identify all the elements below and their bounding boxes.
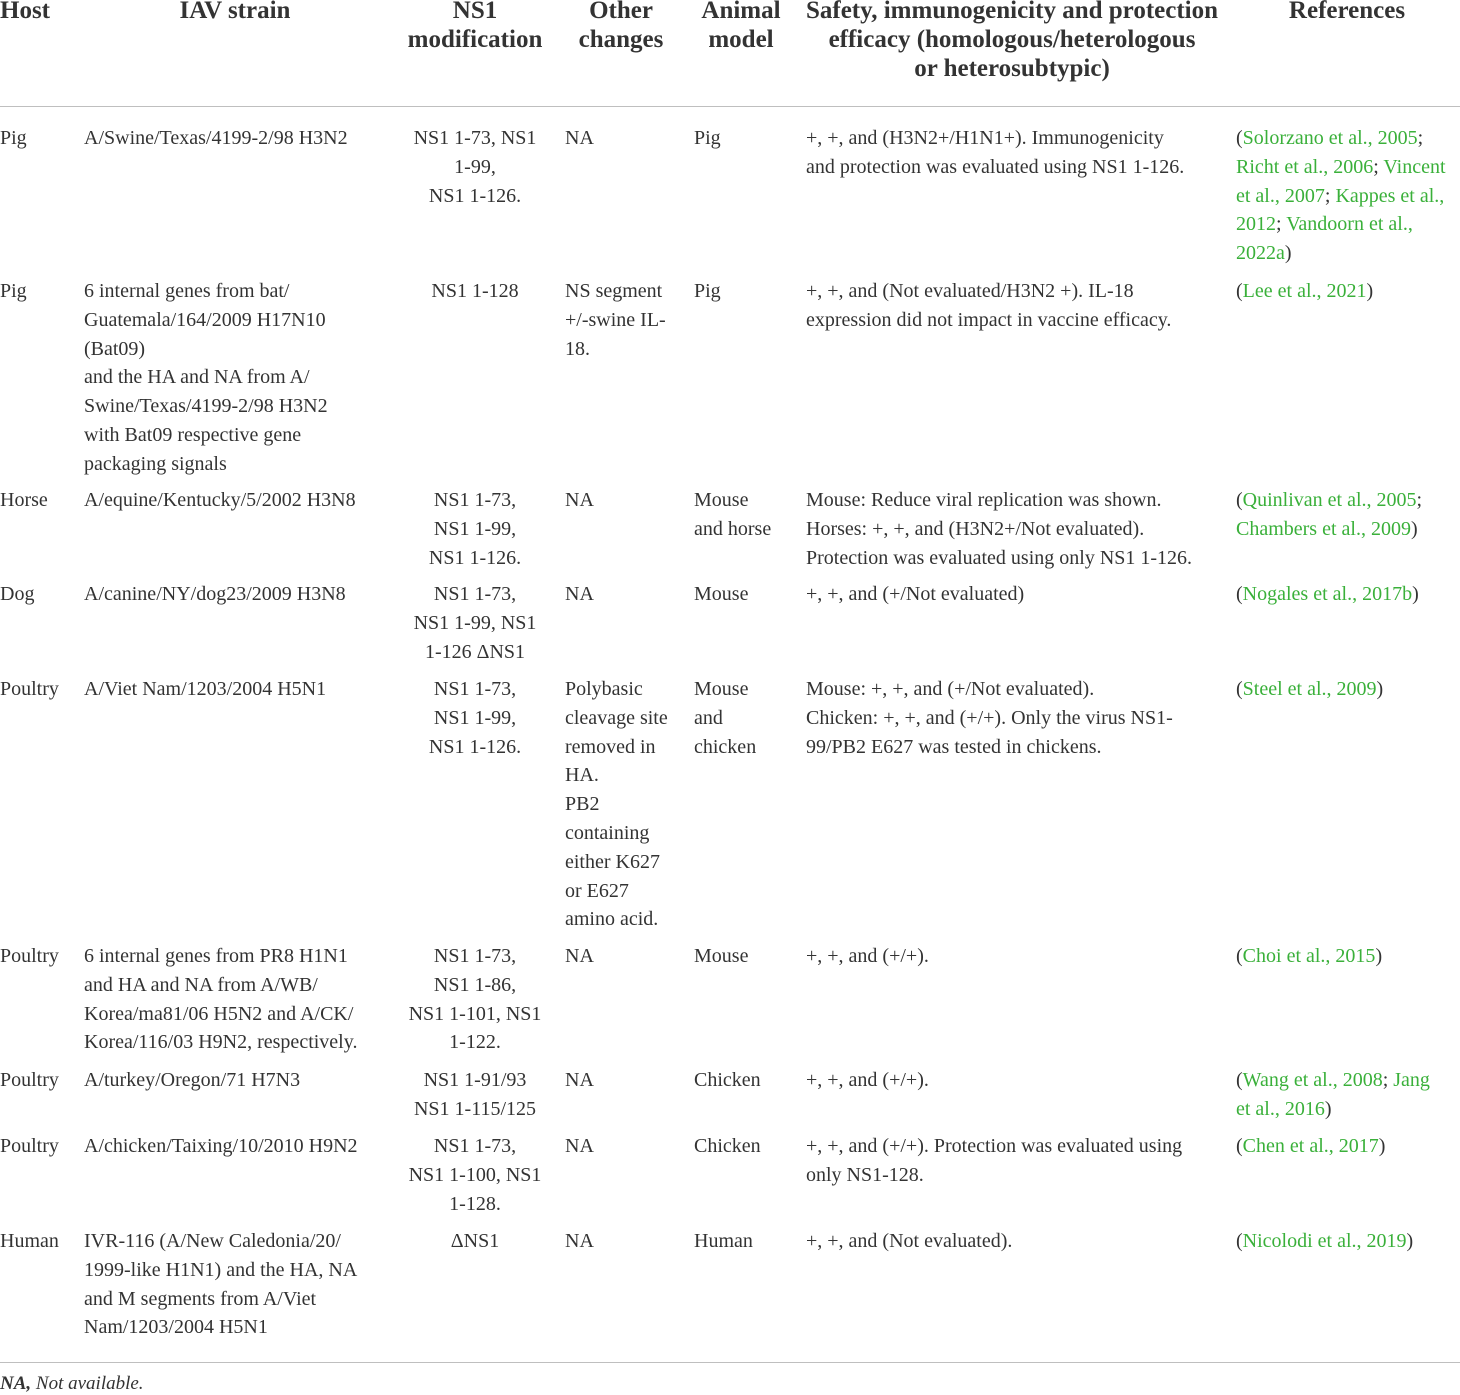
cell-safety: Mouse: +, +, and (+/Not evaluated). Chicken: +, +, and (+/+). Only the virus NS1- 99/PB2 E627 was tested in chickens. <box>806 678 1173 758</box>
reference-punctuation: ) <box>1378 1135 1386 1157</box>
reference-punctuation: ( <box>1236 280 1243 302</box>
cell-other: NS segment +/-swine IL- 18. <box>565 280 666 360</box>
cell-strain: A/equine/Kentucky/5/2002 H3N8 <box>84 489 356 511</box>
cell-strain: A/chicken/Taixing/10/2010 H9N2 <box>84 1135 358 1157</box>
reference-link[interactable]: Vandoorn et al., 2022a <box>1236 213 1413 265</box>
reference-punctuation: ; <box>1276 213 1287 236</box>
reference-link[interactable]: Kappes et al., 2012 <box>1236 184 1445 236</box>
cell-host: Pig <box>0 280 27 302</box>
reference-link[interactable]: Chambers et al., 2009 <box>1236 517 1411 540</box>
header-host: Host <box>0 0 50 24</box>
cell-safety: +, +, and (+/+). Protection was evaluated using only NS1-128. <box>806 1135 1183 1186</box>
reference-punctuation: ; <box>1416 489 1423 511</box>
footnote-abbr: NA, <box>0 1373 32 1394</box>
cell-host: Poultry <box>0 945 59 967</box>
reference-link[interactable]: Richt et al., 2006 <box>1236 155 1374 178</box>
reference-punctuation: ) <box>1284 242 1292 265</box>
cell-references <box>1236 1066 1460 1124</box>
cell-strain: 6 internal genes from bat/ Guatemala/164/2009 H17N10 (Bat09) and the HA and NA from A/ Swine/Texas/4199-2/98 H3N2 with Bat09 respective gene packaging signals <box>84 280 328 475</box>
cell-other: NA <box>565 1069 594 1091</box>
cell-animal: Mouse and chicken <box>694 678 757 758</box>
reference-punctuation: ) <box>1412 583 1419 605</box>
reference-link[interactable]: Nogales et al., 2017b <box>1242 583 1413 605</box>
reference-punctuation: ( <box>1236 1230 1243 1252</box>
header-safety: Safety, immunogenicity and protection efficacy (homologous/heterologous or heterosubtypic) <box>805 0 1219 82</box>
cell-ns1: NS1 1-91/93 NS1 1-115/125 <box>413 1069 537 1120</box>
header-other: Other changes <box>578 0 664 53</box>
reference-punctuation: ) <box>1366 280 1374 302</box>
cell-references <box>1236 675 1460 704</box>
reference-link[interactable]: Choi et al., 2015 <box>1242 945 1376 967</box>
cell-safety: +, +, and (+/+). <box>806 945 929 967</box>
cell-other: Polybasic cleavage site removed in HA. PB2 containing either K627 or E627 amino acid. <box>565 678 668 931</box>
cell-animal: Mouse and horse <box>694 489 772 540</box>
cell-safety: +, +, and (H3N2+/H1N1+). Immunogenicity and protection was evaluated using NS1 1-126. <box>806 127 1185 178</box>
reference-punctuation: ( <box>1236 1135 1243 1157</box>
table-header <box>0 0 1460 106</box>
reference-punctuation: ) <box>1406 1230 1414 1252</box>
cell-safety: +, +, and (Not evaluated). <box>806 1230 1013 1252</box>
reference-link[interactable]: Jang et al., 2016 <box>1236 1069 1430 1120</box>
cell-strain: A/Swine/Texas/4199-2/98 H3N2 <box>84 127 348 149</box>
reference-link[interactable]: Nicolodi et al., 2019 <box>1242 1230 1407 1252</box>
reference-punctuation: ; <box>1382 1069 1394 1091</box>
cell-references <box>1236 486 1460 544</box>
cell-host: Dog <box>0 583 35 605</box>
reference-link[interactable]: Lee et al., 2021 <box>1242 280 1367 302</box>
cell-ns1: NS1 1-128 <box>431 280 519 302</box>
reference-punctuation: ) <box>1375 945 1383 967</box>
cell-safety: +, +, and (Not evaluated/H3N2 +). IL-18 expression did not impact in vaccine efficacy. <box>806 280 1172 331</box>
cell-references <box>1236 124 1460 268</box>
cell-references <box>1236 942 1460 971</box>
cell-safety: +, +, and (+/+). <box>806 1069 929 1091</box>
cell-safety: Mouse: Reduce viral replication was shown. Horses: +, +, and (H3N2+/Not evaluated). Protection was evaluated using only NS1 1-126. <box>806 489 1193 569</box>
cell-strain: 6 internal genes from PR8 H1N1 and HA and NA from A/WB/ Korea/ma81/06 H5N2 and A/CK/ Korea/116/03 H9N2, respectively. <box>84 945 358 1054</box>
reference-punctuation: ) <box>1410 517 1418 540</box>
header-ns1: NS1 modification <box>407 0 543 53</box>
bottom-rule <box>0 1362 1460 1363</box>
reference-punctuation: ( <box>1236 127 1243 149</box>
cell-safety: +, +, and (+/Not evaluated) <box>806 583 1025 605</box>
cell-other: NA <box>565 945 594 967</box>
reference-punctuation: ; <box>1324 184 1336 207</box>
cell-ns1: NS1 1-73, NS1 1-99, NS1 1-126. <box>428 678 522 758</box>
reference-punctuation: ) <box>1376 678 1384 700</box>
reference-punctuation: ) <box>1324 1097 1332 1120</box>
footnote <box>0 1373 144 1395</box>
reference-punctuation: ( <box>1236 1069 1243 1091</box>
reference-punctuation: ( <box>1236 678 1243 700</box>
reference-punctuation: ; <box>1417 127 1424 149</box>
cell-ns1: NS1 1-73, NS1 1-86, NS1 1-101, NS1 1-122. <box>408 945 542 1054</box>
cell-ns1: NS1 1-73, NS1 1-100, NS1 1-128. <box>408 1135 542 1215</box>
cell-ns1: NS1 1-73, NS1 1-99, NS1 1-126. <box>428 489 522 569</box>
cell-ns1: NS1 1-73, NS1 1-99, NS1 1-126. <box>413 127 537 207</box>
header-animal: Animal model <box>701 0 781 53</box>
reference-link[interactable]: Solorzano et al., 2005 <box>1242 127 1418 149</box>
cell-other: NA <box>565 583 594 605</box>
cell-references <box>1236 277 1460 306</box>
cell-host: Poultry <box>0 678 59 700</box>
cell-host: Horse <box>0 489 48 511</box>
cell-strain: A/Viet Nam/1203/2004 H5N1 <box>84 678 327 700</box>
cell-strain: IVR-116 (A/New Caledonia/20/ 1999-like H1N1) and the HA, NA and M segments from A/Viet Nam/1203/2004 H5N1 <box>84 1230 358 1339</box>
cell-ns1: ΔNS1 <box>450 1230 500 1252</box>
reference-link[interactable]: Steel et al., 2009 <box>1242 678 1377 700</box>
cell-animal: Mouse <box>694 945 749 967</box>
cell-references <box>1236 580 1460 609</box>
cell-animal: Human <box>694 1230 753 1252</box>
cell-other: NA <box>565 489 594 511</box>
cell-references <box>1236 1227 1460 1256</box>
cell-animal: Chicken <box>694 1135 761 1157</box>
reference-punctuation: ( <box>1236 583 1243 605</box>
cell-host: Poultry <box>0 1135 59 1157</box>
cell-references <box>1236 1132 1460 1161</box>
footnote-text: Not available. <box>31 1373 144 1394</box>
cell-animal: Mouse <box>694 583 749 605</box>
cell-animal: Pig <box>694 127 721 149</box>
reference-link[interactable]: Wang et al., 2008 <box>1242 1069 1383 1091</box>
cell-animal: Chicken <box>694 1069 761 1091</box>
cell-host: Pig <box>0 127 27 149</box>
reference-punctuation: ; <box>1373 155 1384 178</box>
header-rule <box>0 106 1460 107</box>
reference-link[interactable]: Vincent et al., 2007 <box>1236 155 1446 207</box>
cell-other: NA <box>565 1135 594 1157</box>
cell-strain: A/canine/NY/dog23/2009 H3N8 <box>84 583 346 605</box>
cell-strain: A/turkey/Oregon/71 H7N3 <box>84 1069 301 1091</box>
reference-link[interactable]: Quinlivan et al., 2005 <box>1242 489 1417 511</box>
cell-other: NA <box>565 1230 594 1252</box>
header-strain: IAV strain <box>179 0 291 24</box>
header-refs: References <box>1288 0 1406 24</box>
cell-ns1: NS1 1-73, NS1 1-99, NS1 1-126 ΔNS1 <box>413 583 537 663</box>
reference-link[interactable]: Chen et al., 2017 <box>1242 1135 1379 1157</box>
reference-punctuation: ( <box>1236 489 1243 511</box>
cell-host: Poultry <box>0 1069 59 1091</box>
cell-host: Human <box>0 1230 59 1252</box>
cell-animal: Pig <box>694 280 721 302</box>
cell-other: NA <box>565 127 594 149</box>
reference-punctuation: ( <box>1236 945 1243 967</box>
